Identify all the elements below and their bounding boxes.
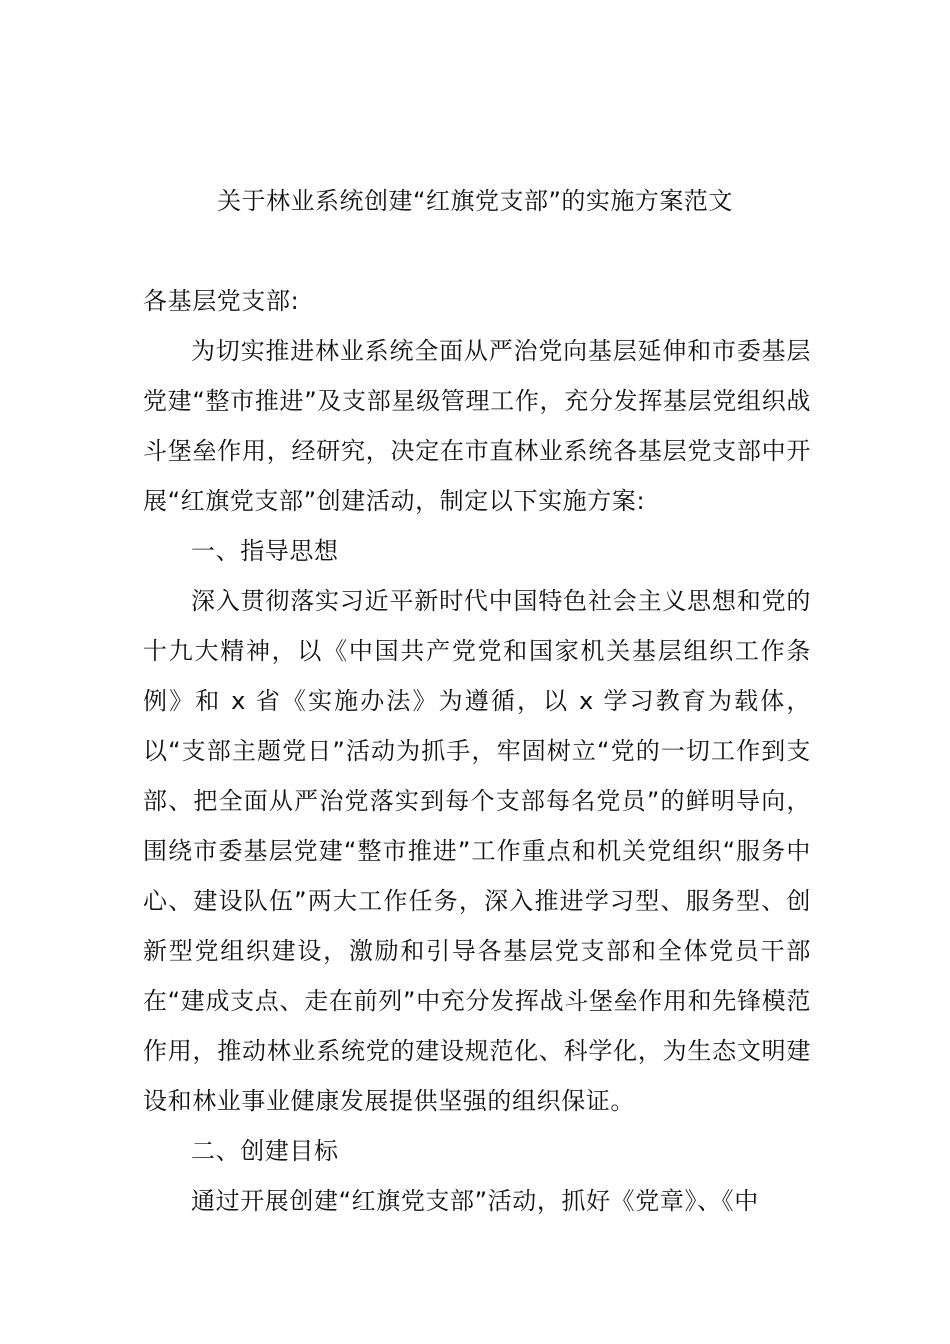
creation-goals-paragraph: 通过开展创建“红旗党支部”活动，抓好《党章》、《中 (191, 1187, 759, 1215)
document-body (143, 276, 811, 1226)
guiding-ideology-paragraph: 深入贯彻落实习近平新时代中国特色社会主义思想和党的十九大精神，以《中国共产党党和国家机关基层组织工作条例》和 x 省《实施办法》为遵循，以 x 学习教育为载体，以“支部主题党日”活动为抓手，牢固树立“党的一切工作到支部、把全面从严治党落实到每个支部每名党员”的鲜明导向，围绕市委基层党建“整市推进”工作重点和机关党组织“服务中心、建设队伍”两大工作任务，深入推进学习型、服务型、创新型党组织建设，激励和引导各基层党支部和全体党员干部在“建成支点、走在前列”中充分发挥战斗堡垒作用和先锋模范作用，推动林业系统党的建设规范化、科学化，为生态文明建设和林业事业健康发展提供坚强的组织保证。 (143, 587, 811, 1115)
document-title: 关于林业系统创建“红旗党支部”的实施方案范文 (217, 187, 733, 215)
salutation: 各基层党支部: (143, 287, 300, 315)
section-heading-creation-goals: 二、创建目标 (191, 1137, 339, 1165)
intro-paragraph: 为切实推进林业系统全面从严治党向基层延伸和市委基层党建“整市推进”及支部星级管理工作，充分发挥基层党组织战斗堡垒作用，经研究，决定在市直林业系统各基层党支部中开展“红旗党支部”创建活动，制定以下实施方案: (143, 337, 811, 515)
section-heading-guiding-ideology: 一、指导思想 (191, 537, 339, 565)
